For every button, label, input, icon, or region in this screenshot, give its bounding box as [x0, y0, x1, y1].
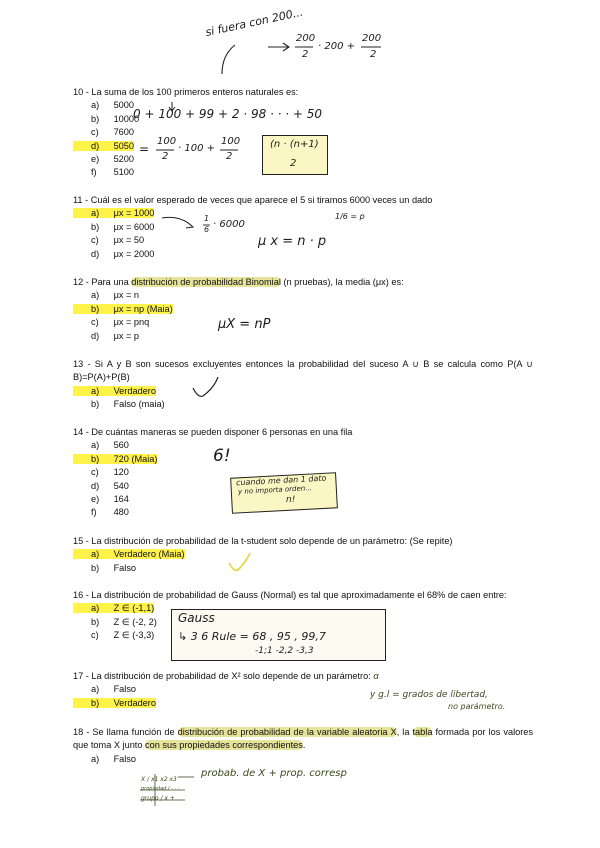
- options-list: [73, 289, 533, 343]
- option-letter: b): [91, 697, 100, 708]
- question-text: 16 - La distribución de probabilidad de Gauss (Normal) es tal que aproximadamente el 68% de caen entre:: [73, 590, 507, 600]
- option-letter: a): [91, 603, 100, 614]
- question-12: [73, 276, 533, 343]
- question-text: [73, 276, 533, 289]
- option-text: μx = 50: [113, 235, 145, 246]
- q17-note-line2: no parámetro.: [448, 702, 506, 711]
- option-text: μx = 6000: [113, 221, 155, 232]
- option-text: μx = np (Maia): [113, 303, 173, 314]
- q16-gauss-rule: ↳ 3 6 Rule = 68 , 95 , 99,7: [178, 630, 326, 643]
- question-15: [73, 535, 533, 575]
- question-text-highlight-2: tabla: [412, 727, 433, 737]
- question-text: [73, 670, 533, 683]
- option-text: 7600: [113, 127, 135, 138]
- option-text: Verdadero: [113, 385, 156, 396]
- option[interactable]: [73, 439, 533, 452]
- q10-formula-den: 2: [290, 158, 297, 169]
- top-note-frac2-num: 200: [362, 33, 382, 44]
- options-list: [73, 548, 533, 575]
- option-letter: d): [91, 330, 100, 341]
- option-letter: b): [91, 616, 100, 627]
- option-selected[interactable]: [73, 303, 533, 316]
- option-selected[interactable]: [73, 207, 533, 220]
- q16-gauss-ranges: -1;1 -2,2 -3,3: [255, 646, 314, 656]
- option-text: 540: [113, 480, 129, 491]
- option-letter: a): [91, 208, 100, 219]
- option-letter: c): [91, 630, 99, 641]
- option-text: μx = 2000: [113, 248, 155, 259]
- option-text: 10000: [113, 113, 140, 124]
- option[interactable]: [73, 330, 533, 343]
- option[interactable]: [73, 316, 533, 329]
- option-text: Falso: [113, 753, 137, 764]
- option-text: Z ∈ (-1,1): [113, 603, 155, 614]
- question-13: [73, 358, 533, 412]
- option-letter: b): [91, 221, 100, 232]
- question-text: 14 - De cuántas maneras se pueden disponer 6 personas en una fila: [73, 427, 353, 437]
- q16-gauss-title: Gauss: [178, 611, 215, 625]
- option-letter: a): [91, 440, 100, 451]
- option[interactable]: [73, 753, 533, 766]
- q10-frac-num: 100: [157, 136, 177, 147]
- q18-table-r1: X / x1 x2 x3: [141, 776, 177, 783]
- options-list: [73, 385, 533, 412]
- question-text-main: 17 - La distribución de probabilidad de X² solo depende de un parámetro:: [73, 671, 371, 681]
- alpha-note: α: [373, 671, 379, 681]
- option-letter: a): [91, 684, 100, 695]
- option-selected[interactable]: [73, 385, 533, 398]
- q18-formula-note: probab. de X + prop. corresp: [201, 768, 347, 779]
- option-letter: e): [91, 493, 100, 504]
- q18-table-r3: grupo / x +: [141, 795, 175, 802]
- top-note-frac1-num: 200: [296, 33, 316, 44]
- question-text: 15 - La distribución de probabilidad de la t-student solo depende de un parámetro: (Se repite): [73, 536, 453, 546]
- option-letter: f): [91, 507, 97, 518]
- option-text: 164: [113, 493, 129, 504]
- option-letter: c): [91, 235, 99, 246]
- option-letter: a): [91, 385, 100, 396]
- option-letter: d): [91, 480, 100, 491]
- q17-note-line1: y g.l = grados de libertad,: [370, 690, 488, 700]
- question-text-mid2: formada por los valores que toma X junto: [73, 727, 533, 751]
- q10-eq-mid: · 100 +: [178, 143, 216, 154]
- option[interactable]: [73, 398, 533, 411]
- option-text: 5000: [113, 100, 135, 111]
- question-text: 13 - Si A y B son sucesos excluyentes entonces la probabilidad del suceso A ∪ B se calcula como P(A ∪ B)=P(A)+P(B): [73, 359, 533, 383]
- option-text: Falso (maia): [113, 399, 165, 410]
- option-letter: a): [91, 100, 100, 111]
- q14-note-line2: y no importa orden...: [237, 484, 313, 496]
- options-list: [73, 753, 533, 766]
- q14-note-line1: cuando me dan 1 dato: [235, 473, 327, 488]
- q12-mu-note: μX = nP: [218, 317, 271, 332]
- q11-prob-note: 1/6 = p: [335, 212, 365, 221]
- option-text: 480: [113, 507, 129, 518]
- option-text: μx = 1000: [113, 208, 155, 219]
- option-text: Z ∈ (-2, 2): [113, 616, 157, 627]
- question-18: [73, 726, 533, 766]
- q10-frac2-den: 2: [226, 151, 233, 162]
- top-handwritten-note: si fuera con 200...: [204, 5, 305, 39]
- q18-table-r2: propiedad / · · ·: [141, 786, 180, 792]
- q11-frac-den: 6: [204, 225, 210, 234]
- option-letter: a): [91, 753, 100, 764]
- top-note-frac2-den: 2: [370, 49, 377, 60]
- q11-mu-note: μ x = n · p: [258, 234, 327, 249]
- option-text: Z ∈ (-3,3): [113, 630, 155, 641]
- option[interactable]: [73, 562, 533, 575]
- option-text: 5100: [113, 167, 135, 178]
- top-note-mid: · 200 +: [318, 41, 356, 52]
- q10-formula-num: (n · (n+1): [270, 139, 319, 150]
- question-text-highlight-3: con sus propiedades correspondientes: [145, 740, 303, 751]
- option-letter: c): [91, 467, 99, 478]
- option-selected[interactable]: [73, 548, 533, 561]
- option-letter: d): [91, 140, 100, 151]
- option-letter: d): [91, 248, 100, 259]
- option-text: Verdadero: [113, 697, 156, 708]
- option-text: 5200: [113, 153, 135, 164]
- option-selected[interactable]: [73, 453, 533, 466]
- q10-frac2-num: 100: [221, 136, 241, 147]
- option-text: μx = n: [113, 290, 140, 301]
- question-text-mid: , la: [396, 727, 413, 737]
- option-letter: b): [91, 562, 100, 573]
- option-text: Falso: [113, 562, 137, 573]
- option-letter: b): [91, 303, 100, 314]
- q14-note-line3: n!: [286, 495, 296, 505]
- q10-eq-prefix: =: [139, 142, 150, 156]
- option-letter: a): [91, 290, 100, 301]
- option[interactable]: [73, 289, 533, 302]
- option-text: 5050: [113, 140, 135, 151]
- option[interactable]: [73, 221, 533, 234]
- question-text-pre: 18 - Se llama función de: [73, 727, 178, 737]
- question-text-post: (n pruebas), la media (μx) es:: [280, 277, 404, 287]
- option-letter: f): [91, 167, 97, 178]
- option-letter: b): [91, 453, 100, 464]
- option[interactable]: [73, 248, 533, 261]
- option-text: μx = p: [113, 330, 140, 341]
- q11-frac-num: 1: [204, 214, 210, 223]
- option-letter: b): [91, 113, 100, 124]
- option-text: 720 (Maia): [113, 453, 158, 464]
- top-note-frac1-den: 2: [302, 49, 309, 60]
- q10-series-note: 0 + 100 + 99 + 2 · 98 · · · + 50: [133, 107, 323, 121]
- option-text: Verdadero (Maia): [113, 549, 185, 560]
- question-text-highlight: distribución de probabilidad Binomial: [131, 277, 281, 287]
- question-text-pre: 12 - Para una: [73, 277, 132, 287]
- option-letter: c): [91, 127, 99, 138]
- q14-factorial-note: 6!: [213, 446, 231, 466]
- q10-frac-den: 2: [162, 151, 169, 162]
- question-text: 10 - La suma de los 100 primeros enteros naturales es:: [73, 87, 299, 97]
- option-text: μx = pnq: [113, 317, 150, 328]
- option-letter: e): [91, 153, 100, 164]
- option-letter: c): [91, 317, 99, 328]
- option-letter: a): [91, 549, 100, 560]
- option-text: 120: [113, 467, 129, 478]
- question-text: [73, 726, 533, 753]
- option-letter: b): [91, 399, 100, 410]
- question-text: 11 - Cuál es el valor esperado de veces que aparece el 5 si tiramos 6000 veces un dado: [73, 195, 433, 205]
- option-text: 560: [113, 440, 129, 451]
- question-text-post: .: [302, 740, 306, 751]
- option-text: Falso: [113, 684, 137, 695]
- question-text-highlight-1: distribución de probabilidad de la variable aleatoria X: [177, 727, 397, 737]
- q11-frac-rest: · 6000: [213, 219, 245, 230]
- question-11: [73, 194, 533, 261]
